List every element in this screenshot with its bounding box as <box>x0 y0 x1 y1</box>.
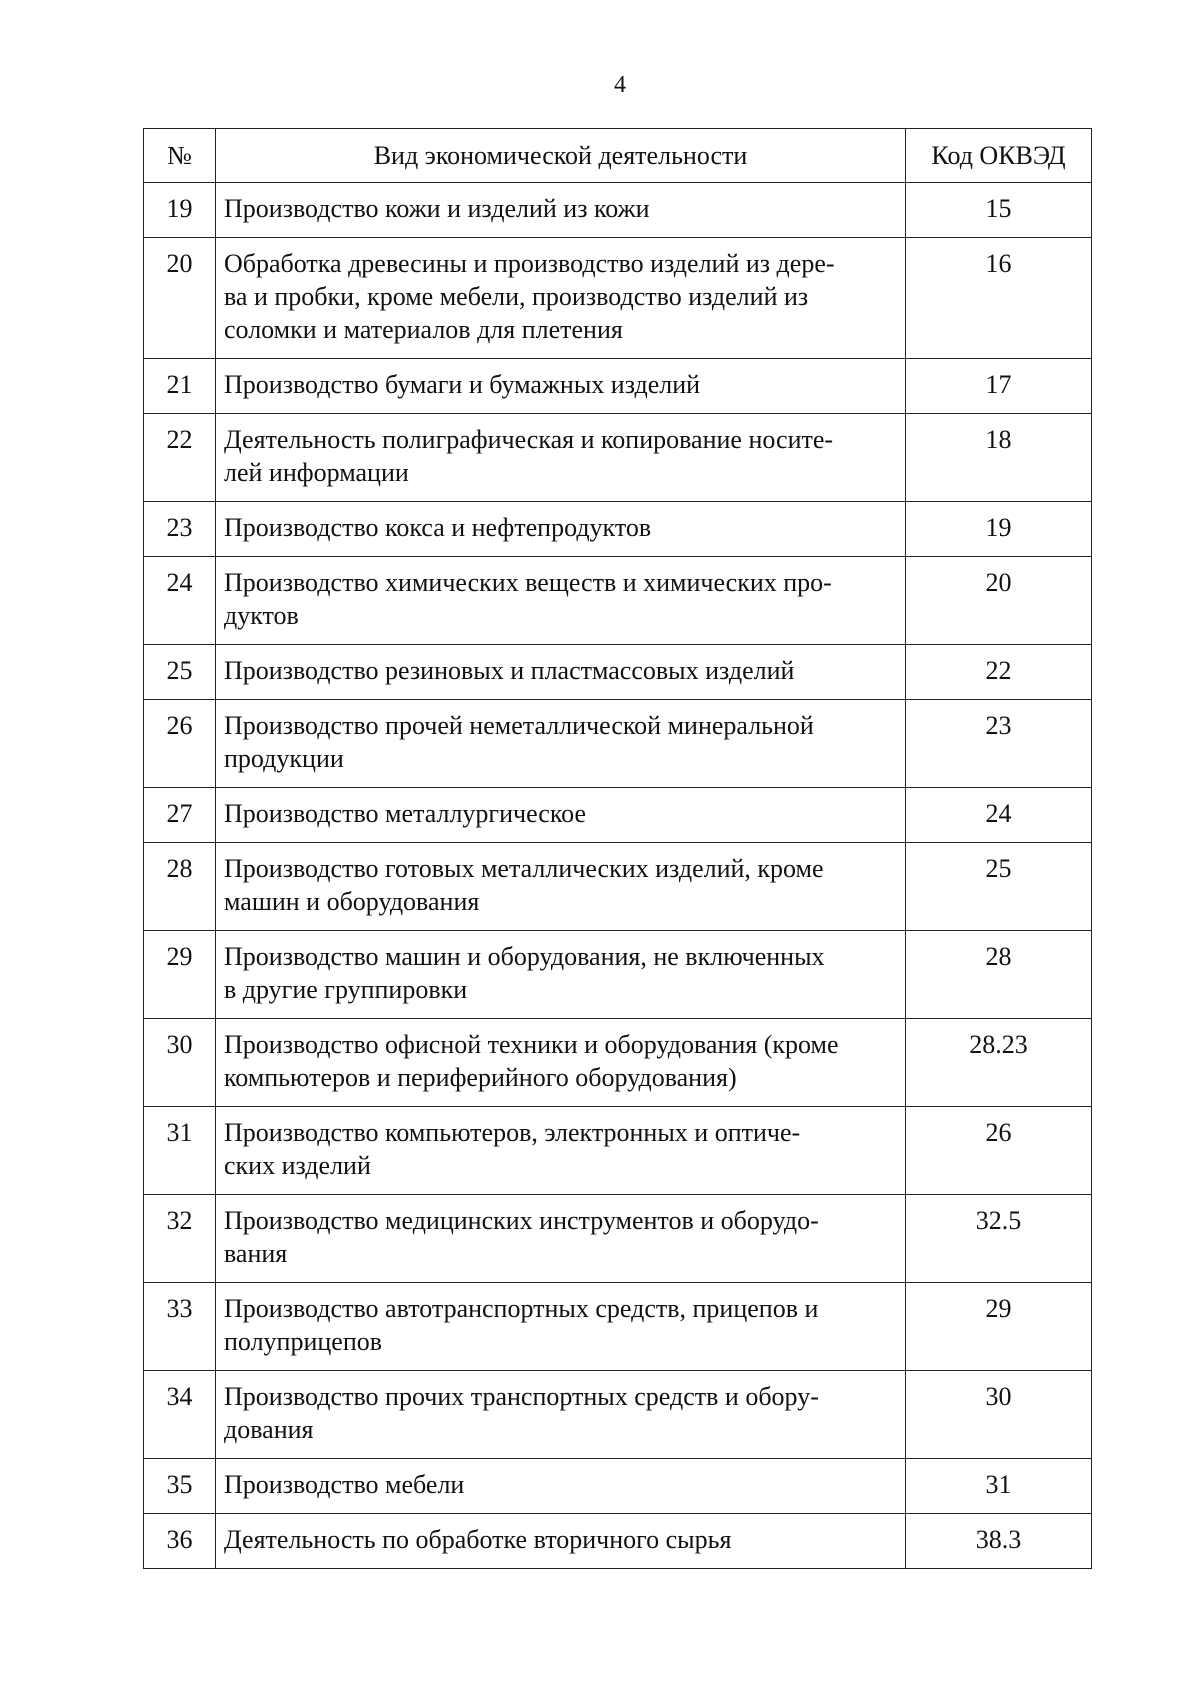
activity-cell <box>216 1195 906 1283</box>
table-row <box>144 1459 1092 1514</box>
header-num: № <box>144 129 216 183</box>
okved-code: 25 <box>906 843 1092 931</box>
activity-cell <box>216 1283 906 1371</box>
table-row <box>144 502 1092 557</box>
activity-line: Производство прочих транспортных средств и обору- <box>224 1382 819 1411</box>
okved-code: 18 <box>906 414 1092 502</box>
activity-line: Производство автотранспортных средств, прицепов и <box>224 1294 819 1323</box>
activity-cell <box>216 1019 906 1107</box>
activity-line: продукции <box>224 744 344 773</box>
table-row <box>144 931 1092 1019</box>
row-number: 33 <box>144 1283 216 1371</box>
okved-code: 24 <box>906 788 1092 843</box>
activity-line: Производство готовых металлических изделий, кроме <box>224 854 824 883</box>
activity-line: Производство кокса и нефтепродуктов <box>224 513 652 542</box>
row-number: 19 <box>144 183 216 238</box>
table-row <box>144 183 1092 238</box>
activity-line: машин и оборудования <box>224 887 480 916</box>
activity-cell <box>216 1107 906 1195</box>
okved-code: 31 <box>906 1459 1092 1514</box>
okved-code: 28.23 <box>906 1019 1092 1107</box>
activity-line: Деятельность по обработке вторичного сырья <box>224 1525 732 1554</box>
table-row <box>144 1514 1092 1569</box>
activity-line: полуприцепов <box>224 1327 383 1356</box>
activity-line: Деятельность полиграфическая и копирование носите- <box>224 425 834 454</box>
header-activity: Вид экономической деятельности <box>216 129 906 183</box>
okved-code: 32.5 <box>906 1195 1092 1283</box>
row-number: 22 <box>144 414 216 502</box>
okved-code: 22 <box>906 645 1092 700</box>
activity-cell <box>216 645 906 700</box>
activity-line: Производство резиновых и пластмассовых изделий <box>224 656 795 685</box>
activity-cell <box>216 557 906 645</box>
okved-code: 28 <box>906 931 1092 1019</box>
activity-line: Производство мебели <box>224 1470 465 1499</box>
row-number: 36 <box>144 1514 216 1569</box>
header-row <box>144 129 1092 183</box>
activity-cell <box>216 502 906 557</box>
activity-cell <box>216 238 906 359</box>
activity-line: Производство кожи и изделий из кожи <box>224 194 650 223</box>
activity-cell <box>216 843 906 931</box>
activity-line: Производство медицинских инструментов и оборудо- <box>224 1206 819 1235</box>
activity-cell <box>216 1371 906 1459</box>
activity-line: дуктов <box>224 601 299 630</box>
activity-line: Производство бумаги и бумажных изделий <box>224 370 701 399</box>
activity-line: Производство химических веществ и химических про- <box>224 568 832 597</box>
table-row <box>144 788 1092 843</box>
table-row <box>144 645 1092 700</box>
table-row <box>144 238 1092 359</box>
row-number: 25 <box>144 645 216 700</box>
table-row <box>144 700 1092 788</box>
okved-code: 29 <box>906 1283 1092 1371</box>
okved-table <box>143 128 1092 1569</box>
okved-code: 26 <box>906 1107 1092 1195</box>
row-number: 27 <box>144 788 216 843</box>
row-number: 30 <box>144 1019 216 1107</box>
activity-line: соломки и материалов для плетения <box>224 315 623 344</box>
activity-line: Производство прочей неметаллической минеральной <box>224 711 814 740</box>
activity-line: лей информации <box>224 458 409 487</box>
table-row <box>144 1107 1092 1195</box>
table-row <box>144 1195 1092 1283</box>
activity-line: компьютеров и периферийного оборудования) <box>224 1063 737 1092</box>
okved-code: 15 <box>906 183 1092 238</box>
okved-code: 30 <box>906 1371 1092 1459</box>
okved-code: 19 <box>906 502 1092 557</box>
activity-cell <box>216 359 906 414</box>
activity-line: Производство компьютеров, электронных и оптиче- <box>224 1118 801 1147</box>
row-number: 26 <box>144 700 216 788</box>
table-body <box>144 183 1092 1569</box>
activity-line: дования <box>224 1415 314 1444</box>
activity-cell <box>216 1514 906 1569</box>
okved-code: 23 <box>906 700 1092 788</box>
header-code: Код ОКВЭД <box>906 129 1092 183</box>
row-number: 21 <box>144 359 216 414</box>
table-row <box>144 1019 1092 1107</box>
activity-line: Производство металлургическое <box>224 799 586 828</box>
activity-line: Обработка древесины и производство изделий из дере- <box>224 249 835 278</box>
okved-code: 20 <box>906 557 1092 645</box>
row-number: 34 <box>144 1371 216 1459</box>
activity-cell <box>216 414 906 502</box>
activity-cell <box>216 788 906 843</box>
table-header <box>144 129 1092 183</box>
activity-line: ских изделий <box>224 1151 371 1180</box>
okved-code: 38.3 <box>906 1514 1092 1569</box>
activity-line: Производство машин и оборудования, не включенных <box>224 942 825 971</box>
table-row <box>144 359 1092 414</box>
page-number: 4 <box>614 72 626 98</box>
row-number: 35 <box>144 1459 216 1514</box>
row-number: 20 <box>144 238 216 359</box>
row-number: 23 <box>144 502 216 557</box>
table-row <box>144 414 1092 502</box>
activity-cell <box>216 1459 906 1514</box>
activity-cell <box>216 183 906 238</box>
activity-line: вания <box>224 1239 288 1268</box>
activity-cell <box>216 700 906 788</box>
table-row <box>144 1371 1092 1459</box>
table-row <box>144 557 1092 645</box>
activity-line: в другие группировки <box>224 975 468 1004</box>
table-row <box>144 1283 1092 1371</box>
row-number: 24 <box>144 557 216 645</box>
row-number: 28 <box>144 843 216 931</box>
row-number: 29 <box>144 931 216 1019</box>
okved-code: 17 <box>906 359 1092 414</box>
table-row <box>144 843 1092 931</box>
activity-cell <box>216 931 906 1019</box>
row-number: 31 <box>144 1107 216 1195</box>
activity-line: Производство офисной техники и оборудования (кроме <box>224 1030 839 1059</box>
okved-code: 16 <box>906 238 1092 359</box>
activity-line: ва и пробки, кроме мебели, производство изделий из <box>224 282 809 311</box>
row-number: 32 <box>144 1195 216 1283</box>
